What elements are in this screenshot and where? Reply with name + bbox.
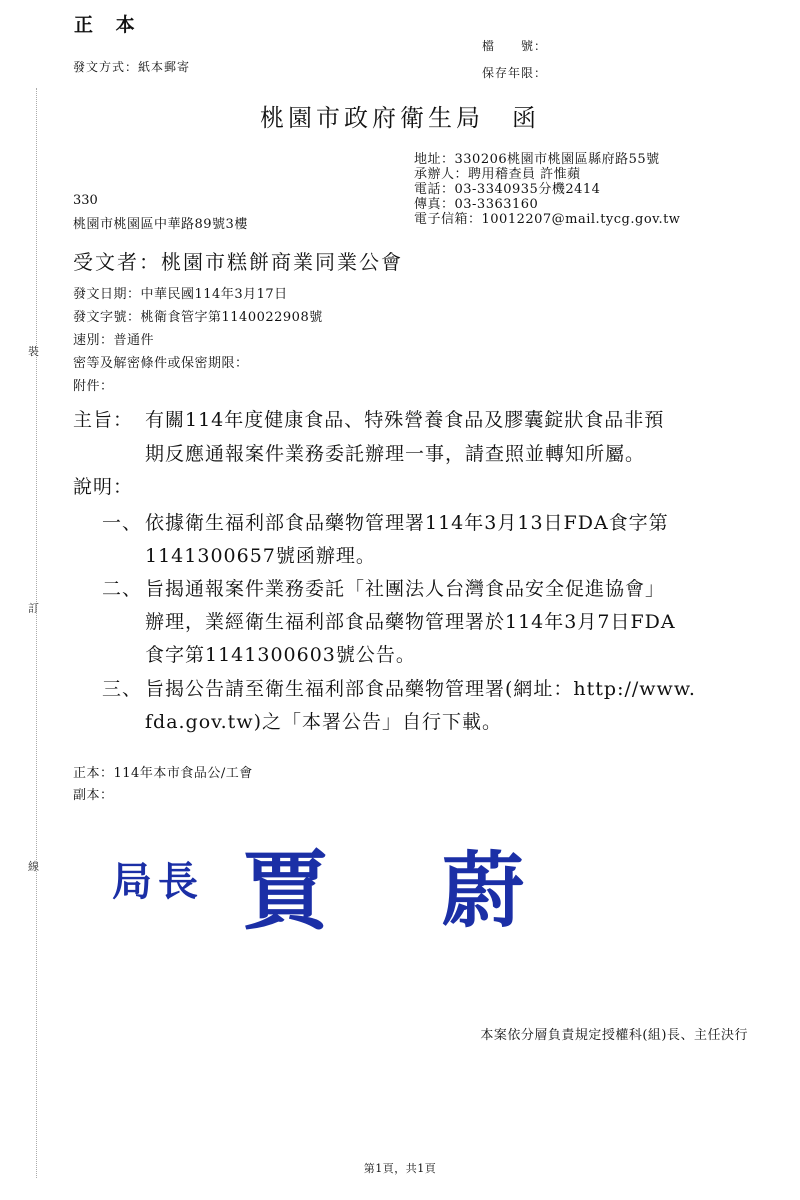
page-number: 第1頁，共1頁 [363, 1162, 437, 1175]
recipient-zip: 330 [73, 193, 98, 208]
item-line: 旨揭公告請至衛生福利部食品藥物管理署(網址：http://www. [145, 678, 696, 700]
secrecy-level: 密等及解密條件或保密期限： [73, 356, 249, 371]
binding-mark: 訂 [28, 602, 39, 615]
authority-note: 本案依分層負責規定授權科(組)長、主任決行 [480, 1028, 748, 1043]
sender-email: 電子信箱：10012207@mail.tycg.gov.tw [414, 212, 681, 227]
item-line: 1141300657號函辦理。 [145, 545, 376, 567]
sender-info [414, 152, 680, 227]
sender-address: 地址：330206桃園市桃園區縣府路55號 [414, 152, 660, 167]
main-copy-recipients: 正本：114年本市食品公/工會 [73, 766, 253, 781]
subject-line: 有關114年度健康食品、特殊營養食品及膠囊錠狀食品非預 [145, 409, 665, 431]
item-line: fda.gov.tw)之「本署公告」自行下載。 [145, 711, 502, 733]
sender-handler: 承辦人：聘用稽查員 許惟蘋 [414, 167, 581, 182]
subject-line: 期反應通報案件業務委託辦理一事，請查照並轉知所屬。 [145, 443, 646, 465]
binding-mark: 線 [28, 860, 39, 873]
item-number: 一、 [102, 512, 143, 534]
recipient-address: 桃園市桃園區中華路89號3樓 [73, 217, 248, 232]
recipient: 受文者：桃園市糕餅商業同業公會 [73, 250, 403, 274]
seal-name-char: 賈 [242, 841, 328, 942]
doc-type-label: 正 本 [74, 14, 143, 36]
item-line: 食字第1141300603號公告。 [145, 644, 416, 666]
document-title: 桃園市政府衛生局 函 [260, 104, 540, 132]
subject-label: 主旨： [73, 409, 134, 431]
attachment: 附件： [73, 379, 114, 394]
archive-period: 保存年限： [482, 66, 548, 80]
item-line: 辦理，業經衛生福利部食品藥物管理署於114年3月7日FDA [145, 611, 676, 633]
archive-number: 檔 號： [482, 39, 548, 53]
seal-name-char: 蔚 [442, 843, 525, 939]
binding-mark: 裝 [28, 345, 39, 358]
seal-title: 局長 [112, 858, 204, 905]
item-number: 三、 [102, 678, 143, 700]
send-method: 發文方式：紙本郵寄 [73, 60, 191, 74]
binding-line [36, 88, 37, 1178]
speed-class: 速別：普通件 [73, 333, 155, 348]
sender-phone: 電話：03-3340935分機2414 [414, 182, 601, 197]
item-line: 旨揭通報案件業務委託「社團法人台灣食品安全促進協會」 [145, 578, 666, 600]
document-meta [73, 283, 323, 398]
item-number: 二、 [102, 578, 143, 600]
explanation-label: 說明： [73, 476, 134, 498]
sender-fax: 傳真：03-3363160 [414, 197, 539, 212]
issue-number: 發文字號：桃衛食管字第1140022908號 [73, 310, 323, 325]
item-line: 依據衛生福利部食品藥物管理署114年3月13日FDA食字第 [145, 512, 669, 534]
issue-date: 發文日期：中華民國114年3月17日 [73, 287, 288, 302]
cc-recipients: 副本： [73, 788, 114, 803]
